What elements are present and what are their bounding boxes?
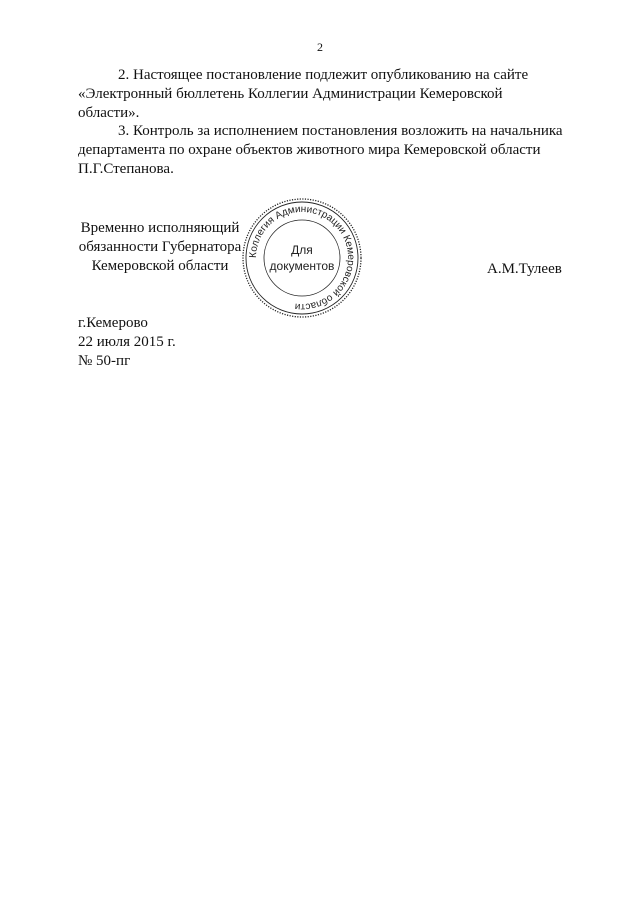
paragraph-line: 3. Контроль за исполнением постановления возложить на начальника [118,123,563,139]
footer-city: г.Кемерово [78,315,148,331]
paragraph-line: департамента по охране объектов животного мира Кемеровской области [78,142,541,158]
paragraph-publication [78,66,572,123]
signatory-title-line: Временно исполняющий [80,220,240,236]
signatory-title [78,219,242,276]
footer-date: 22 июля 2015 г. [78,334,176,350]
footer-number: № 50-пг [78,353,131,369]
signatory-title-line: обязанности Губернатора [78,239,242,255]
paragraph-line: «Электронный бюллетень Коллегии Администрации Кемеровской [78,86,503,102]
stamp-ring-text: Коллегия Администрации Кемеровской области [247,203,357,313]
page-number: 2 [317,40,323,54]
stamp-outer-ring-inner [246,202,358,314]
stamp-graphic [240,196,364,320]
paragraph-line: области». [78,105,140,121]
official-stamp [240,196,364,320]
paragraph-line: 2. Настоящее постановление подлежит опубликованию на сайте [118,67,529,83]
signatory-name: А.М.Тулеев [487,261,562,277]
signatory-title-line: Кемеровской области [91,258,229,274]
paragraph-control [78,122,572,179]
stamp-center-line-1: Для [291,243,313,257]
stamp-center-line-2: документов [269,259,335,273]
stamp-outer-ring [243,199,361,317]
paragraph-line: П.Г.Степанова. [78,161,174,177]
document-footer [78,314,176,371]
stamp-inner-ring [264,220,340,296]
